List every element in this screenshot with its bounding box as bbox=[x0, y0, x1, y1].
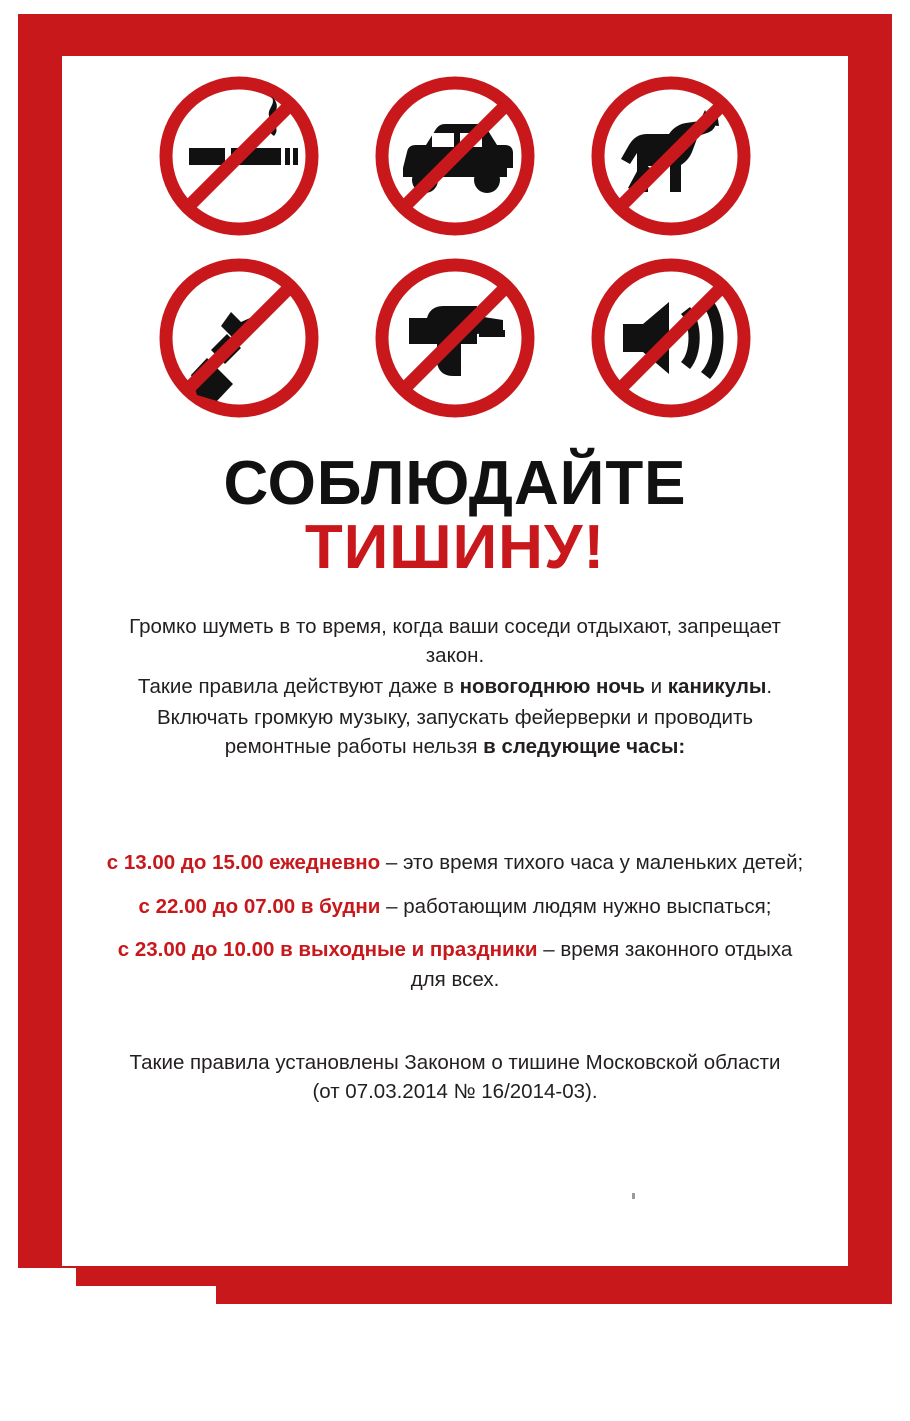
frame-notch-left bbox=[18, 1268, 76, 1304]
quiet-hours-rule bbox=[100, 848, 810, 878]
stray-mark bbox=[632, 1193, 635, 1199]
rule-description: – работающим людям нужно выспаться; bbox=[380, 894, 772, 918]
quiet-hours-rule bbox=[100, 935, 810, 994]
quiet-hours-rule bbox=[100, 892, 810, 922]
no-dogs-icon bbox=[585, 70, 757, 242]
no-car-icon bbox=[369, 70, 541, 242]
law-reference bbox=[120, 1048, 790, 1106]
quiet-hours-rules bbox=[100, 848, 810, 1008]
intro-paragraphs bbox=[110, 612, 800, 764]
intro-paragraph bbox=[110, 703, 800, 761]
plain-text: и bbox=[644, 675, 668, 699]
rule-description: – это время тихого часа у маленьких детей; bbox=[380, 851, 804, 874]
frame-notch-bottom bbox=[76, 1286, 216, 1304]
no-smoking-icon bbox=[153, 70, 325, 242]
plain-text: . bbox=[766, 675, 773, 699]
rule-time-range: с 22.00 до 07.00 в будни bbox=[138, 894, 381, 918]
plain-text: Включать громкую музыку, запускать фейерверки и проводить ремонтные работы нельзя bbox=[156, 706, 754, 759]
plain-text: Громко шуметь в то время, когда ваши соседи отдыхают, запрещает закон. bbox=[129, 615, 781, 668]
prohibition-icon-grid bbox=[62, 70, 848, 424]
headline-line-2: ТИШИНУ! bbox=[304, 513, 606, 583]
law-reference-text: Такие правила установлены Законом о тишине Московской области (от 07.03.2014 № 16/2014-03). bbox=[129, 1051, 781, 1104]
emphasis-text: в следующие часы: bbox=[483, 735, 686, 759]
intro-paragraph bbox=[110, 612, 800, 670]
page-title bbox=[62, 449, 848, 583]
icon-row-top bbox=[62, 70, 848, 242]
rule-description: – время законного отдыха для всех. bbox=[410, 938, 793, 991]
no-loud-sound-icon bbox=[585, 252, 757, 424]
no-fireworks-icon bbox=[153, 252, 325, 424]
plain-text: Такие правила действуют даже в bbox=[137, 675, 460, 699]
rule-time-range: с 23.00 до 10.00 в выходные и праздники bbox=[117, 938, 538, 962]
headline-line-1: СОБЛЮДАЙТЕ bbox=[223, 449, 687, 518]
emphasis-text: каникулы bbox=[667, 675, 767, 699]
intro-paragraph bbox=[110, 672, 800, 701]
emphasis-text: новогоднюю ночь bbox=[459, 675, 645, 699]
no-drill-icon bbox=[369, 252, 541, 424]
icon-row-bottom bbox=[62, 252, 848, 424]
rule-time-range: с 13.00 до 15.00 ежедневно bbox=[106, 851, 381, 874]
